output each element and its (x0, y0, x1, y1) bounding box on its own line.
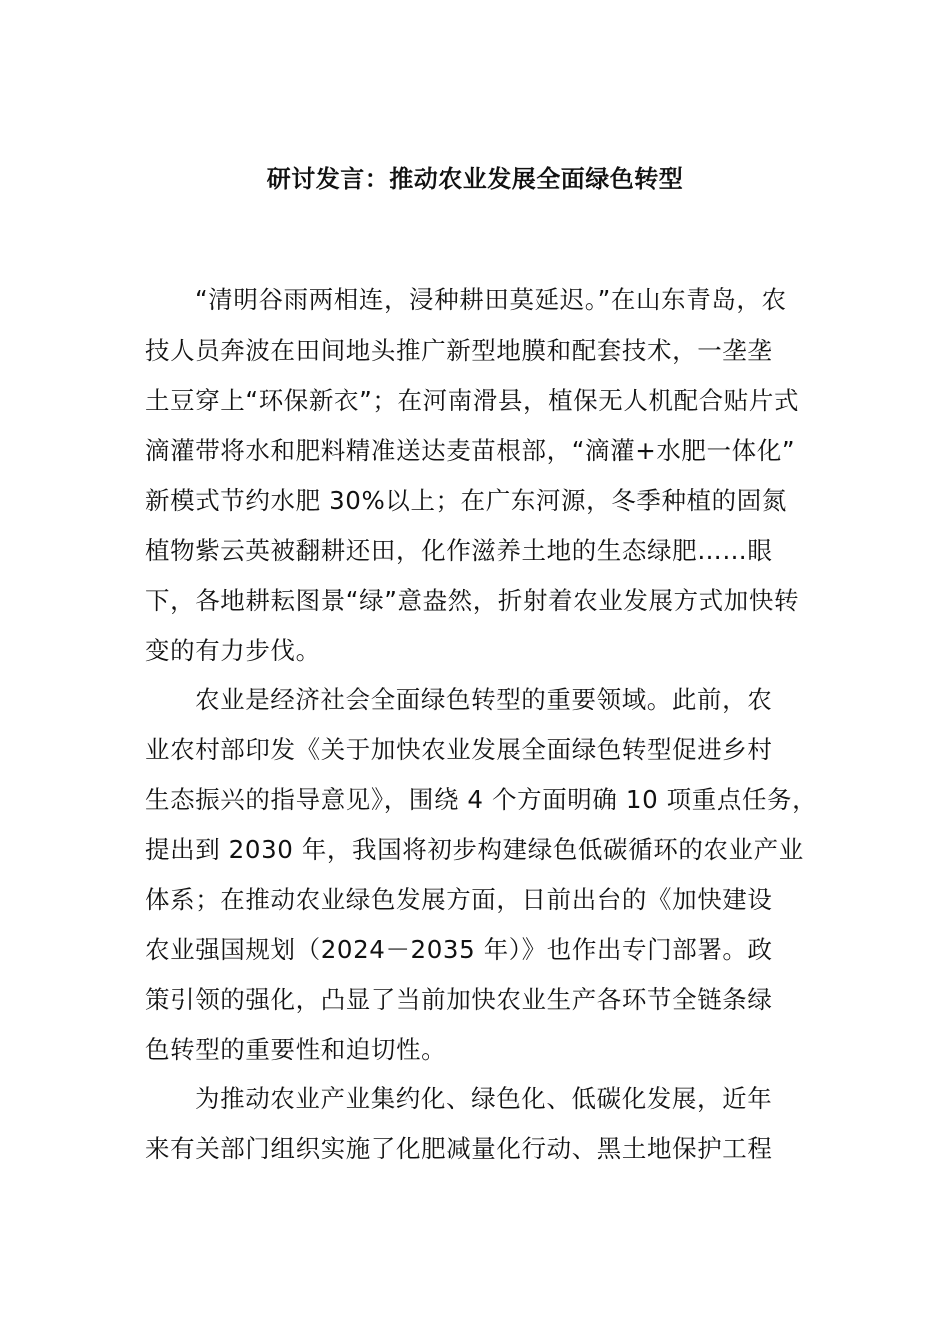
paragraph-line: 土豆穿上“环保新衣”；在河南滑县，植保无人机配合贴片式 (145, 386, 800, 415)
paragraph-line: 策引领的强化，凸显了当前加快农业生产各环节全链条绿 (145, 985, 773, 1014)
paragraph-line: 业农村部印发《关于加快农业发展全面绿色转型促进乡村 (145, 735, 773, 764)
paragraph-line: 为推动农业产业集约化、绿色化、低碳化发展，近年 (195, 1084, 773, 1113)
paragraph-line: 来有关部门组织实施了化肥减量化行动、黑土地保护工程 (145, 1134, 773, 1163)
paragraph-line: 农业是经济社会全面绿色转型的重要领域。此前，农 (195, 685, 773, 714)
paragraph-line: 生态振兴的指导意见》，围绕 4 个方面明确 10 项重点任务， (145, 785, 818, 814)
paragraph-line: 新模式节约水肥 30%以上；在广东河源，冬季种植的固氮 (145, 486, 787, 515)
paragraph-line: 下，各地耕耘图景“绿”意盎然，折射着农业发展方式加快转 (145, 586, 800, 615)
paragraph-line: 技人员奔波在田间地头推广新型地膜和配套技术，一垄垄 (145, 336, 773, 365)
paragraph-line: “清明谷雨两相连，浸种耕田莫延迟。”在山东青岛，农 (195, 285, 787, 314)
paragraph-line: 体系；在推动农业绿色发展方面，日前出台的《加快建设 (145, 885, 773, 914)
paragraph-line: 提出到 2030 年，我国将初步构建绿色低碳循环的农业产业 (145, 835, 804, 864)
paragraph-line: 农业强国规划（2024－2035 年）》也作出专门部署。政 (145, 935, 773, 964)
paragraph-line: 色转型的重要性和迫切性。 (145, 1035, 447, 1064)
paragraph-line: 变的有力步伐。 (145, 636, 321, 665)
document-title: 研讨发言：推动农业发展全面绿色转型 (266, 165, 684, 193)
paragraph-line: 植物紫云英被翻耕还田，化作滋养土地的生态绿肥……眼 (145, 536, 773, 565)
paragraph-line: 滴灌带将水和肥料精准送达麦苗根部，“滴灌+水肥一体化” (145, 436, 796, 465)
